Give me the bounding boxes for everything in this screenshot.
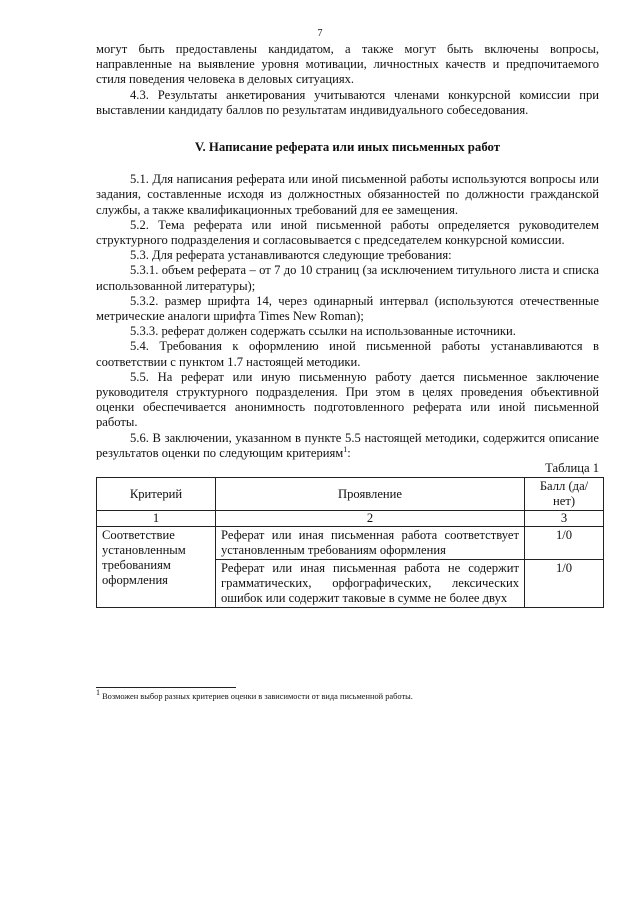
header-criterion: Критерий <box>97 478 216 511</box>
page-number: 7 <box>317 28 323 39</box>
manifestation-cell: Реферат или иная письменная работа соответствует установленным требованиям оформления <box>216 527 525 560</box>
table-row <box>97 527 604 560</box>
paragraph-5-4: 5.4. Требования к оформлению иной письменной работы устанавливаются в соответствии с пунктом 1.7 настоящей методики. <box>96 339 599 369</box>
criterion-cell: Соответствие установленным требованиям оформления <box>97 527 216 608</box>
footnote-separator <box>96 687 236 688</box>
header-manifestation: Проявление <box>216 478 525 511</box>
criteria-table <box>96 477 604 608</box>
table-header-row <box>97 478 604 511</box>
footnote-mark: 1 <box>96 688 100 698</box>
paragraph-4-3: 4.3. Результаты анкетирования учитываются членами конкурсной комиссии при выставлении кандидату баллов по результатам индивидуального собеседования. <box>96 87 599 117</box>
score-cell: 1/0 <box>525 527 604 560</box>
table-number-row <box>97 511 604 527</box>
table-caption: Таблица 1 <box>545 461 599 476</box>
footnote <box>96 688 413 701</box>
header-score: Балл (да/нет) <box>525 478 604 511</box>
score-cell: 1/0 <box>525 560 604 608</box>
manifestation-cell: Реферат или иная письменная работа не содержит грамматических, орфографических, лексических ошибок или содержит таковые в сумме не более двух <box>216 560 525 608</box>
document-body <box>96 42 599 608</box>
column-number-2: 2 <box>216 511 525 527</box>
paragraph-5-2: 5.2. Тема реферата или иной письменной работы определяется руководителем структурного подразделения и согласовывается с председателем конкурсной комиссии. <box>96 217 599 248</box>
paragraph-5-3-1: 5.3.1. объем реферата – от 7 до 10 страниц (за исключением титульного листа и списка использованной литературы); <box>96 263 599 293</box>
section-heading: V. Написание реферата или иных письменных работ <box>194 140 501 155</box>
footnote-reference[interactable]: 1 <box>343 444 348 454</box>
paragraph-5-5: 5.5. На реферат или иную письменную работу дается письменное заключение руководителя структурного подразделения. При этом в целях проведения объективной оценки обеспечивается анонимность подготовленного реферата или иной письменной работы. <box>96 369 599 430</box>
column-number-3: 3 <box>525 511 604 527</box>
footnote-text: Возможен выбор разных критериев оценки в зависимости от вида письменной работы. <box>102 692 413 701</box>
paragraph-5-6-text: 5.6. В заключении, указанном в пункте 5.5 настоящей методики, содержится описание результатов оценки по следующим критериям <box>96 430 599 460</box>
paragraph-5-6: 5.6. В заключении, указанном в пункте 5.5 настоящей методики, содержится описание результатов оценки по следующим критериям$^1$: <box>96 430 599 460</box>
paragraph-5-3: 5.3. Для реферата устанавливаются следующие требования: <box>130 248 452 263</box>
paragraph-5-1: 5.1. Для написания реферата или иной письменной работы используются вопросы или задания, составленные исходя из должностных обязанностей по должности гражданской службы, а также квалификационных требований для ее замещения. <box>96 172 599 217</box>
paragraph-5-3-3: 5.3.3. реферат должен содержать ссылки на использованные источники. <box>130 324 516 339</box>
paragraph-continued: могут быть предоставлены кандидатом, а также могут быть включены вопросы, направленные на выявление уровня мотивации, личностных качеств и предпочитаемого стиля поведения человека в деловых ситуациях. <box>96 42 599 87</box>
paragraph-5-3-2: 5.3.2. размер шрифта 14, через одинарный интервал (используются отечественные метрические аналоги шрифта Times New Roman); <box>96 293 599 324</box>
column-number-1: 1 <box>97 511 216 527</box>
